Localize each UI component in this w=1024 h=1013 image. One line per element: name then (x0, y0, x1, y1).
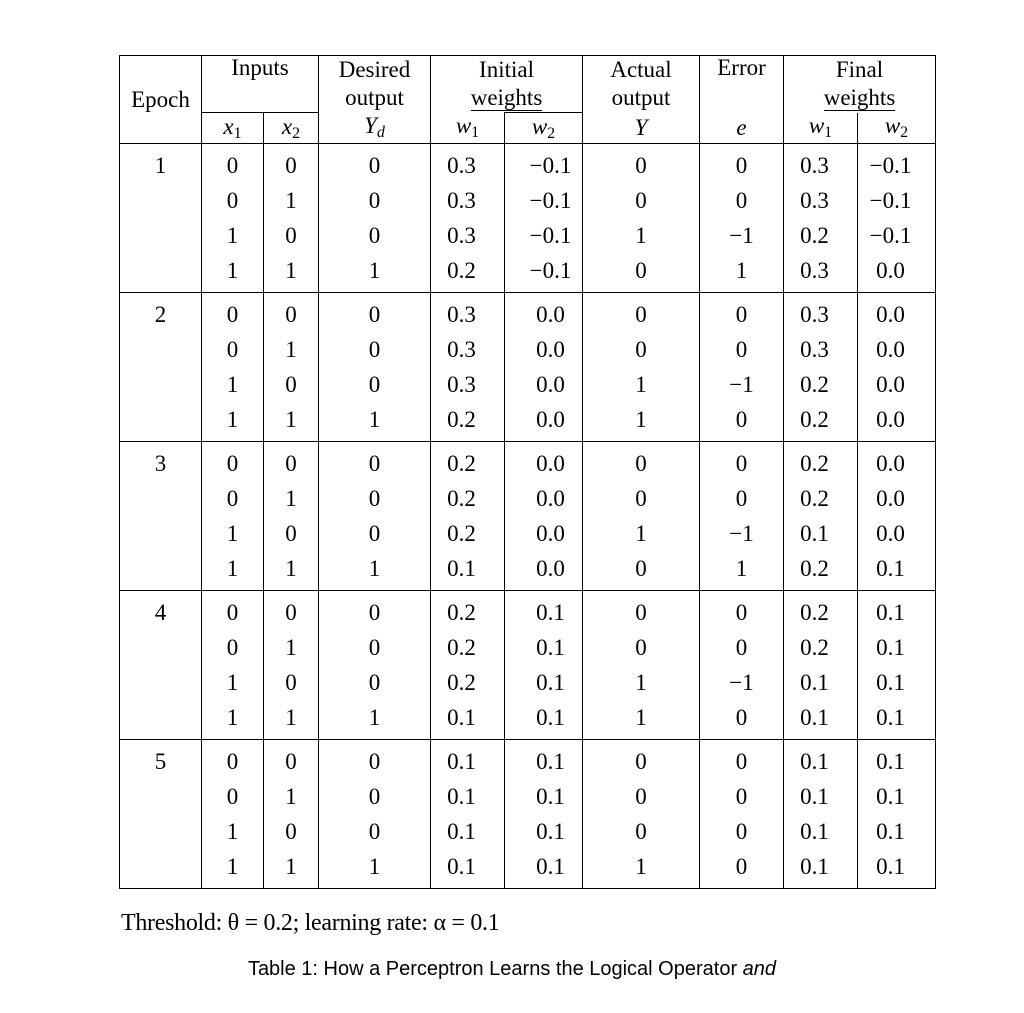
actual-output-cell: 0 (583, 814, 700, 849)
error-cell: −1 (700, 516, 784, 551)
x1-cell: 1 (202, 402, 264, 442)
x2-cell: 1 (264, 700, 319, 740)
final-w2-cell: −0.1 (858, 183, 936, 218)
x1-cell: 1 (202, 253, 264, 293)
error-cell: 0 (700, 402, 784, 442)
error-cell: 0 (700, 332, 784, 367)
initial-w2-cell: 0.0 (505, 367, 583, 402)
actual-output-cell: 0 (583, 630, 700, 665)
error-cell: 0 (700, 442, 784, 482)
desired-output-cell: 0 (319, 293, 431, 333)
error-cell: 0 (700, 183, 784, 218)
initial-w1-cell: 0.3 (431, 144, 505, 184)
actual-output-cell: 1 (583, 218, 700, 253)
final-w1-cell: 0.1 (784, 849, 858, 889)
table-row (120, 849, 936, 889)
table-row (120, 253, 936, 293)
final-w1-cell: 0.1 (784, 779, 858, 814)
epoch-header (120, 56, 202, 144)
x1-cell: 1 (202, 665, 264, 700)
x1-cell: 1 (202, 700, 264, 740)
threshold-learning-rate-note: Threshold: θ = 0.2; learning rate: α = 0.1 (121, 910, 500, 936)
actual-output-cell: 0 (583, 332, 700, 367)
table-row (120, 779, 936, 814)
desired-output-cell: 1 (319, 551, 431, 591)
initial-w2-cell: 0.0 (505, 332, 583, 367)
initial-weights-header (431, 56, 583, 113)
y-subheader (583, 113, 700, 144)
x1-cell: 0 (202, 442, 264, 482)
x2-cell: 1 (264, 332, 319, 367)
initial-w1-cell: 0.1 (431, 849, 505, 889)
x2-cell: 1 (264, 481, 319, 516)
desired-output-cell: 0 (319, 367, 431, 402)
error-cell: 0 (700, 740, 784, 780)
final-w1-cell: 0.2 (784, 218, 858, 253)
w2-initial-subheader-label: $w_2$ (531, 113, 556, 142)
x2-cell: 0 (264, 591, 319, 631)
initial-w2-cell: 0.1 (505, 700, 583, 740)
error-header-label: Error (717, 55, 766, 80)
desired-output-cell: 0 (319, 814, 431, 849)
x2-cell: 1 (264, 551, 319, 591)
desired-output-cell: 0 (319, 740, 431, 780)
final-w2-cell: 0.1 (858, 740, 936, 780)
x2-subheader (264, 113, 319, 144)
actual-output-cell: 0 (583, 183, 700, 218)
error-cell: 0 (700, 630, 784, 665)
final-w2-cell: 0.1 (858, 591, 936, 631)
error-cell: 0 (700, 481, 784, 516)
initial-w2-cell: 0.0 (505, 442, 583, 482)
x1-subheader (202, 113, 264, 144)
table-row (120, 700, 936, 740)
initial-w1-cell: 0.2 (431, 481, 505, 516)
final-w2-cell: 0.1 (858, 700, 936, 740)
table-row (120, 183, 936, 218)
final-w1-cell: 0.2 (784, 402, 858, 442)
table-row (120, 402, 936, 442)
table-row (120, 442, 936, 482)
w2-final-subheader (858, 113, 936, 144)
x1-cell: 1 (202, 814, 264, 849)
desired-output-header (319, 56, 431, 113)
table-row (120, 551, 936, 591)
initial-w2-cell: −0.1 (505, 253, 583, 293)
error-cell: 1 (700, 551, 784, 591)
x1-cell: 0 (202, 481, 264, 516)
w1-initial-subheader-label: $w_1$ (455, 113, 480, 142)
desired-output-cell: 0 (319, 442, 431, 482)
epoch-header-label: Epoch (131, 87, 190, 112)
initial-w1-cell: 0.3 (431, 293, 505, 333)
initial-w2-cell: 0.1 (505, 591, 583, 631)
initial-w1-cell: 0.3 (431, 218, 505, 253)
inputs-header-label: Inputs (231, 55, 289, 80)
desired-output-cell: 0 (319, 665, 431, 700)
final-w2-cell: 0.0 (858, 402, 936, 442)
x2-cell: 0 (264, 665, 319, 700)
x2-cell: 0 (264, 218, 319, 253)
error-cell: 1 (700, 253, 784, 293)
final-w1-cell: 0.1 (784, 740, 858, 780)
final-w1-cell: 0.1 (784, 700, 858, 740)
table-row (120, 332, 936, 367)
final-w2-cell: −0.1 (858, 218, 936, 253)
x2-cell: 1 (264, 253, 319, 293)
x1-cell: 1 (202, 849, 264, 889)
initial-w1-cell: 0.2 (431, 253, 505, 293)
initial-w2-cell: 0.1 (505, 665, 583, 700)
desired-output-cell: 1 (319, 849, 431, 889)
initial-w2-cell: 0.0 (505, 551, 583, 591)
initial-w2-cell: −0.1 (505, 144, 583, 184)
epoch-number-cell: 1 (120, 144, 202, 293)
final-w2-cell: 0.1 (858, 665, 936, 700)
initial-w1-cell: 0.1 (431, 700, 505, 740)
error-cell: 0 (700, 591, 784, 631)
final-w1-cell: 0.3 (784, 144, 858, 184)
actual-output-cell: 0 (583, 144, 700, 184)
final-w2-cell: 0.0 (858, 442, 936, 482)
initial-w2-cell: 0.1 (505, 779, 583, 814)
caption-emphasis: and (742, 958, 777, 980)
yd-subheader-label: $Y_d$ (364, 113, 385, 142)
x2-cell: 1 (264, 630, 319, 665)
w2-initial-subheader (505, 113, 583, 144)
error-cell: 0 (700, 700, 784, 740)
final-weights-header-line2: weights (823, 85, 896, 110)
epoch-number-cell: 3 (120, 442, 202, 591)
final-w2-cell: 0.0 (858, 367, 936, 402)
final-w1-cell: 0.1 (784, 814, 858, 849)
table-row (120, 665, 936, 700)
perceptron-learning-table (119, 55, 936, 889)
x2-cell: 0 (264, 814, 319, 849)
actual-output-cell: 1 (583, 700, 700, 740)
x1-cell: 0 (202, 144, 264, 184)
table-row (120, 218, 936, 253)
initial-w1-cell: 0.2 (431, 402, 505, 442)
error-cell: −1 (700, 665, 784, 700)
desired-output-cell: 0 (319, 481, 431, 516)
table-body (120, 144, 936, 889)
initial-w1-cell: 0.2 (431, 630, 505, 665)
x2-subheader-label: $x_2$ (281, 113, 301, 142)
final-w1-cell: 0.3 (784, 253, 858, 293)
x2-cell: 0 (264, 293, 319, 333)
w1-initial-subheader (431, 113, 505, 144)
final-w2-cell: 0.0 (858, 332, 936, 367)
x2-cell: 1 (264, 183, 319, 218)
actual-output-cell: 0 (583, 779, 700, 814)
actual-output-cell: 1 (583, 402, 700, 442)
initial-w2-cell: −0.1 (505, 183, 583, 218)
w1-final-subheader (784, 113, 858, 144)
final-w2-cell: 0.1 (858, 849, 936, 889)
desired-output-header-line1: Desired (338, 57, 411, 82)
x2-cell: 1 (264, 849, 319, 889)
actual-output-cell: 0 (583, 253, 700, 293)
table-row (120, 367, 936, 402)
initial-w1-cell: 0.2 (431, 442, 505, 482)
desired-output-cell: 1 (319, 700, 431, 740)
perceptron-table-container (119, 55, 936, 889)
initial-w1-cell: 0.1 (431, 551, 505, 591)
desired-output-header-line2: output (345, 85, 404, 110)
table-row (120, 293, 936, 333)
final-w1-cell: 0.2 (784, 481, 858, 516)
initial-w2-cell: 0.1 (505, 849, 583, 889)
table-row (120, 591, 936, 631)
x1-cell: 0 (202, 293, 264, 333)
desired-output-cell: 0 (319, 516, 431, 551)
initial-w1-cell: 0.3 (431, 183, 505, 218)
y-subheader-label: Y (634, 115, 648, 141)
final-w1-cell: 0.3 (784, 293, 858, 333)
final-w2-cell: 0.1 (858, 814, 936, 849)
final-w2-cell: 0.0 (858, 293, 936, 333)
final-w2-cell: 0.1 (858, 779, 936, 814)
actual-output-header-line1: Actual (610, 57, 672, 82)
error-cell: 0 (700, 814, 784, 849)
caption-text: Table 1: How a Perceptron Learns the Logical Operator (247, 958, 743, 980)
x1-cell: 1 (202, 551, 264, 591)
initial-weights-header-line2: weights (470, 85, 543, 110)
x2-cell: 0 (264, 144, 319, 184)
final-w1-cell: 0.3 (784, 183, 858, 218)
w1-final-subheader-label: $w_1$ (808, 113, 833, 142)
actual-output-cell: 0 (583, 551, 700, 591)
desired-output-cell: 0 (319, 144, 431, 184)
actual-output-cell: 1 (583, 849, 700, 889)
initial-w2-cell: 0.0 (505, 293, 583, 333)
initial-w1-cell: 0.2 (431, 665, 505, 700)
initial-w1-cell: 0.3 (431, 332, 505, 367)
epoch-number-cell: 5 (120, 740, 202, 889)
desired-output-cell: 1 (319, 253, 431, 293)
actual-output-header (583, 56, 700, 113)
x1-cell: 0 (202, 630, 264, 665)
initial-weights-header-line1: Initial (479, 57, 534, 82)
x2-cell: 0 (264, 740, 319, 780)
final-w2-cell: 0.0 (858, 481, 936, 516)
x1-cell: 0 (202, 740, 264, 780)
initial-w1-cell: 0.1 (431, 814, 505, 849)
table-row (120, 740, 936, 780)
actual-output-cell: 0 (583, 481, 700, 516)
initial-w2-cell: 0.0 (505, 481, 583, 516)
desired-output-cell: 0 (319, 218, 431, 253)
final-w2-cell: 0.1 (858, 630, 936, 665)
inputs-header (202, 56, 319, 113)
actual-output-cell: 1 (583, 367, 700, 402)
initial-w2-cell: 0.1 (505, 740, 583, 780)
initial-w1-cell: 0.1 (431, 779, 505, 814)
final-w1-cell: 0.2 (784, 591, 858, 631)
desired-output-cell: 0 (319, 630, 431, 665)
desired-output-cell: 1 (319, 402, 431, 442)
desired-output-cell: 0 (319, 183, 431, 218)
x1-cell: 0 (202, 183, 264, 218)
table-row (120, 630, 936, 665)
x1-cell: 1 (202, 218, 264, 253)
x2-cell: 1 (264, 779, 319, 814)
error-cell: 0 (700, 293, 784, 333)
x2-cell: 0 (264, 442, 319, 482)
error-cell: 0 (700, 849, 784, 889)
epoch-number-cell: 2 (120, 293, 202, 442)
final-w2-cell: 0.0 (858, 253, 936, 293)
table-row (120, 144, 936, 184)
x1-subheader-label: $x_1$ (223, 113, 242, 142)
x1-cell: 0 (202, 591, 264, 631)
x2-cell: 0 (264, 367, 319, 402)
error-cell: 0 (700, 144, 784, 184)
initial-w2-cell: 0.0 (505, 402, 583, 442)
final-w2-cell: 0.0 (858, 516, 936, 551)
final-weights-header (784, 56, 936, 113)
error-cell: 0 (700, 779, 784, 814)
final-w1-cell: 0.2 (784, 367, 858, 402)
initial-w2-cell: 0.1 (505, 630, 583, 665)
actual-output-cell: 0 (583, 293, 700, 333)
initial-w1-cell: 0.1 (431, 740, 505, 780)
table-caption (0, 958, 1024, 981)
final-w1-cell: 0.1 (784, 516, 858, 551)
final-w1-cell: 0.3 (784, 332, 858, 367)
final-w1-cell: 0.1 (784, 665, 858, 700)
actual-output-cell: 1 (583, 516, 700, 551)
x1-cell: 1 (202, 367, 264, 402)
desired-output-cell: 0 (319, 779, 431, 814)
e-subheader-label: e (736, 115, 747, 141)
x2-cell: 1 (264, 402, 319, 442)
actual-output-cell: 0 (583, 442, 700, 482)
initial-w1-cell: 0.2 (431, 591, 505, 631)
x1-cell: 1 (202, 516, 264, 551)
actual-output-cell: 0 (583, 591, 700, 631)
final-w1-cell: 0.2 (784, 630, 858, 665)
desired-output-cell: 0 (319, 591, 431, 631)
error-cell: −1 (700, 367, 784, 402)
final-w2-cell: −0.1 (858, 144, 936, 184)
initial-w2-cell: 0.1 (505, 814, 583, 849)
error-header (700, 56, 784, 113)
epoch-number-cell: 4 (120, 591, 202, 740)
table-row (120, 481, 936, 516)
final-w1-cell: 0.2 (784, 442, 858, 482)
actual-output-cell: 1 (583, 665, 700, 700)
initial-w1-cell: 0.3 (431, 367, 505, 402)
actual-output-header-line2: output (611, 85, 671, 110)
final-w2-cell: 0.1 (858, 551, 936, 591)
final-w1-cell: 0.2 (784, 551, 858, 591)
table-row (120, 814, 936, 849)
initial-w1-cell: 0.2 (431, 516, 505, 551)
actual-output-cell: 0 (583, 740, 700, 780)
x1-cell: 0 (202, 332, 264, 367)
desired-output-cell: 0 (319, 332, 431, 367)
e-subheader (700, 113, 784, 144)
final-weights-header-line1: Final (835, 57, 884, 82)
table-row (120, 516, 936, 551)
initial-w2-cell: −0.1 (505, 218, 583, 253)
w2-final-subheader-label: $w_2$ (884, 113, 909, 142)
x1-cell: 0 (202, 779, 264, 814)
x2-cell: 0 (264, 516, 319, 551)
initial-w2-cell: 0.0 (505, 516, 583, 551)
error-cell: −1 (700, 218, 784, 253)
yd-subheader (319, 113, 431, 144)
